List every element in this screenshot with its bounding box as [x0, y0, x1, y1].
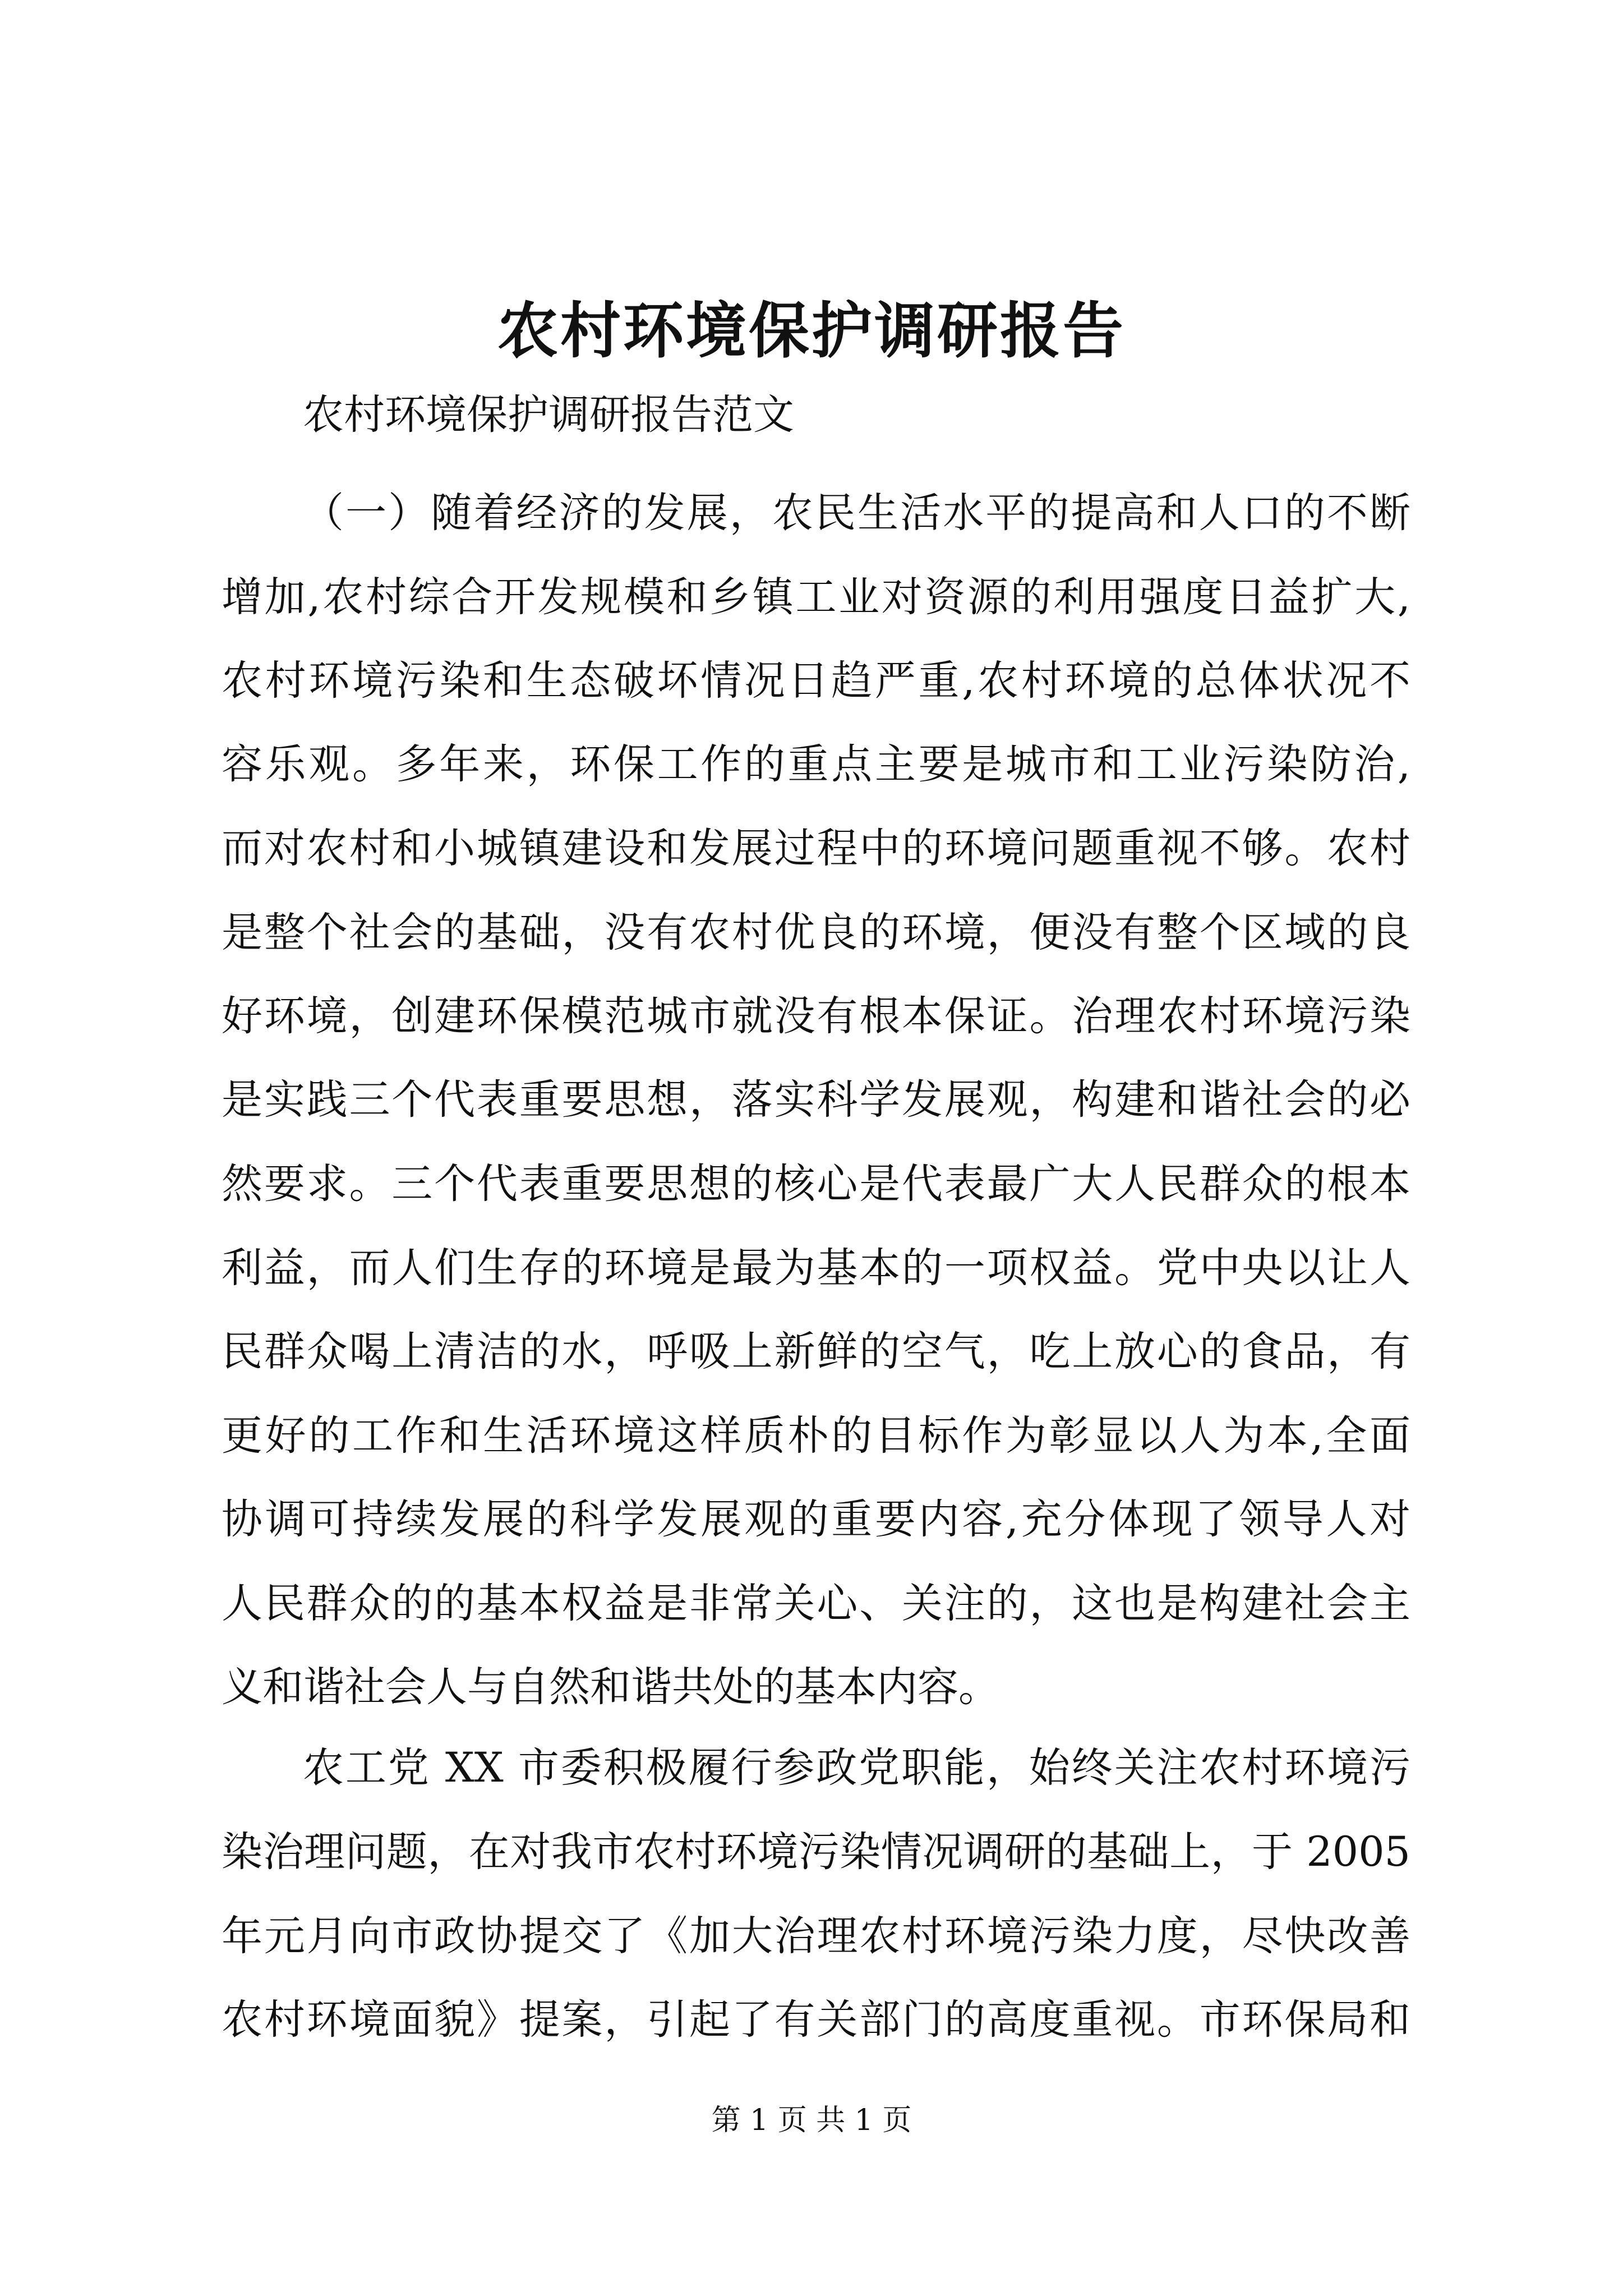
paragraph-line: 农村环境面貌》提案，引起了有关部门的高度重视。市环保局和 [222, 1996, 1410, 2044]
paragraph-line: 染治理问题，在对我市农村环境污染情况调研的基础上，于 2005 [222, 1828, 1410, 1876]
paragraph-line: 民群众喝上清洁的水，呼吸上新鲜的空气，吃上放心的食品，有 [222, 1328, 1410, 1375]
paragraph-line: 更好的工作和生活环境这样质朴的目标作为彰显以人为本,全面 [222, 1412, 1410, 1460]
paragraph-line: 好环境，创建环保模范城市就没有根本保证。治理农村环境污染 [222, 992, 1410, 1040]
paragraph-line: 义和谐社会人与自然和谐共处的基本内容。 [222, 1663, 999, 1711]
paragraph-line: 而对农村和小城镇建设和发展过程中的环境问题重视不够。农村 [222, 825, 1410, 872]
paragraph-line: 增加,农村综合开发规模和乡镇工业对资源的利用强度日益扩大, [222, 573, 1410, 621]
paragraph-line: 是整个社会的基础，没有农村优良的环境，便没有整个区域的良 [222, 909, 1410, 956]
paragraph-line: 是实践三个代表重要思想，落实科学发展观，构建和谐社会的必 [222, 1076, 1410, 1124]
paragraph-line: （一）随着经济的发展，农民生活水平的提高和人口的不断 [303, 489, 1410, 537]
paragraph-line: 然要求。三个代表重要思想的核心是代表最广大人民群众的根本 [222, 1160, 1410, 1208]
paragraph-line: 容乐观。多年来，环保工作的重点主要是城市和工业污染防治, [222, 740, 1410, 788]
paragraph-line: 协调可持续发展的科学发展观的重要内容,充分体现了领导人对 [222, 1496, 1410, 1543]
paragraph-line: 人民群众的的基本权益是非常关心、关注的，这也是构建社会主 [222, 1580, 1410, 1627]
paragraph-line: 农村环境污染和生态破坏情况日趋严重,农村环境的总体状况不 [222, 657, 1410, 705]
paragraph-line: 年元月向市政协提交了《加大治理农村环境污染力度，尽快改善 [222, 1912, 1410, 1960]
paragraph-line: 农工党 XX 市委积极履行参政党职能，始终关注农村环境污 [303, 1744, 1410, 1792]
page-footer: 第 1 页 共 1 页 [711, 2104, 912, 2137]
paragraph-line: 利益，而人们生存的环境是最为基本的一项权益。党中央以让人 [222, 1244, 1410, 1292]
document-subtitle: 农村环境保护调研报告范文 [303, 391, 794, 439]
document-title: 农村环境保护调研报告 [497, 296, 1126, 366]
